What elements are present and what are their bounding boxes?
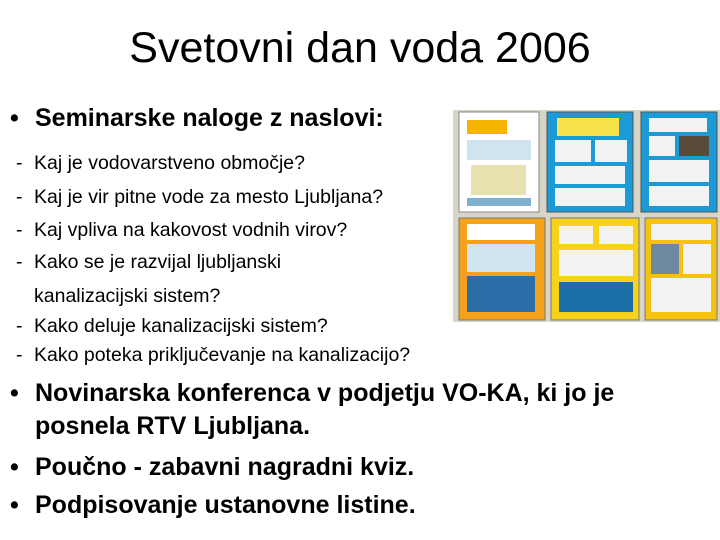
sub-marker: - [16, 219, 23, 241]
bullet-marker: • [10, 379, 19, 407]
bullet-text-line: Novinarska konferenca v podjetju VO-KA, ki jo je [35, 379, 615, 407]
poster-bottom-left [459, 218, 545, 320]
poster-top-middle [547, 112, 633, 212]
page-title: Svetovni dan voda 2006 [129, 24, 591, 72]
bullet-text: Seminarske naloge z naslovi: [35, 104, 384, 132]
poster-top-left [459, 112, 539, 212]
sub-marker: - [16, 186, 23, 208]
sub-text: Kako se je razvijal ljubljanski [34, 251, 282, 273]
bullet-marker: • [10, 104, 19, 132]
sub-marker: - [16, 152, 23, 174]
poster-top-right [641, 112, 717, 212]
poster-bottom-middle [551, 218, 639, 320]
sub-text: kanalizacijski sistem? [34, 285, 221, 307]
sub-text: Kako deluje kanalizacijski sistem? [34, 315, 328, 337]
poster-photo-illustration [453, 110, 720, 322]
sub-marker: - [16, 315, 23, 337]
sub-marker: - [16, 251, 23, 273]
collage-of-posters-icon [453, 110, 720, 322]
poster-bottom-right [645, 218, 717, 320]
bullet-marker: • [10, 491, 19, 519]
bullet-marker: • [10, 453, 19, 481]
bullet-text-line: posnela RTV Ljubljana. [35, 412, 311, 440]
sub-text: Kako poteka priključevanje na kanalizacijo? [34, 344, 411, 366]
sub-text: Kaj vpliva na kakovost vodnih virov? [34, 219, 348, 241]
sub-marker: - [16, 344, 23, 366]
bullet-text-line: Podpisovanje ustanovne listine. [35, 491, 416, 519]
sub-text: Kaj je vodovarstveno območje? [34, 152, 305, 174]
bullet-text-line: Poučno - zabavni nagradni kviz. [35, 453, 415, 481]
sub-text: Kaj je vir pitne vode za mesto Ljubljana? [34, 186, 384, 208]
